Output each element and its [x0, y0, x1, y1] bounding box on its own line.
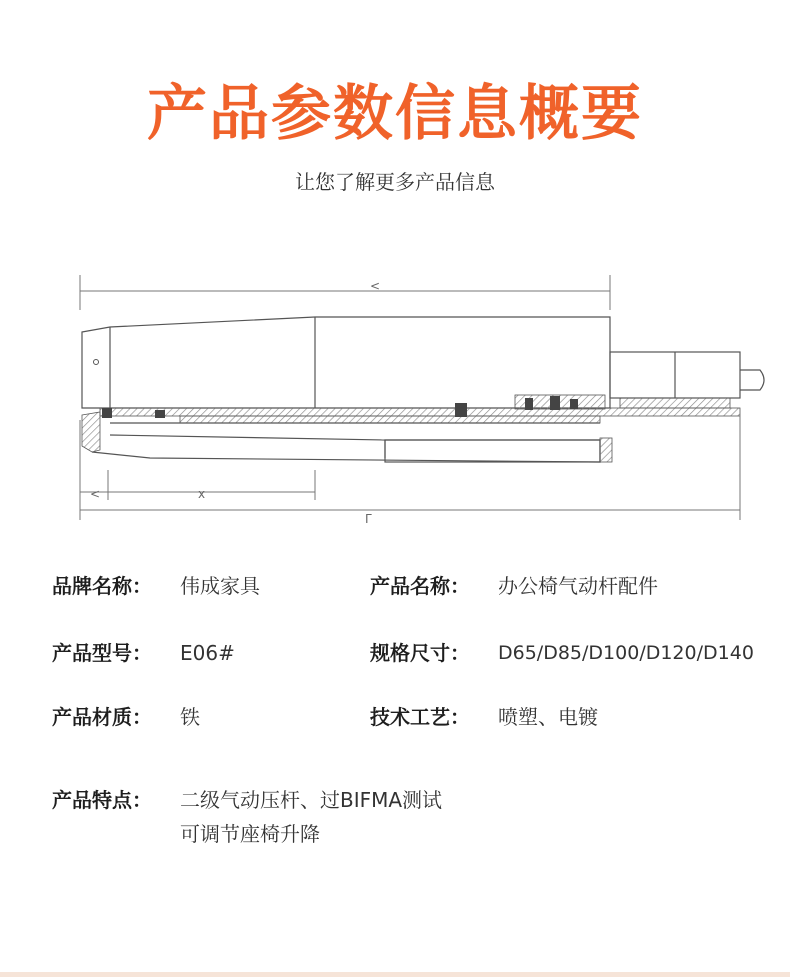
spec-features-label: 产品特点： [52, 788, 152, 812]
spec-brand-value: 伟成家具 [180, 574, 260, 598]
spec-process-value: 喷塑、电镀 [498, 705, 598, 729]
spec-process [370, 703, 598, 731]
left-cap-hatch [82, 412, 100, 452]
spec-model [52, 639, 235, 667]
inner-tube-hatch [180, 416, 600, 423]
spec-brand-label: 品牌名称： [52, 574, 152, 598]
tube-hole [94, 360, 99, 365]
piston-rod-top [610, 352, 764, 398]
spec-material-label: 产品材质： [52, 705, 152, 729]
spec-brand [52, 572, 260, 600]
spec-features-line-2: 可调节座椅升降 [180, 822, 320, 846]
top-dimension-line [80, 275, 610, 310]
spec-process-label: 技术工艺： [370, 705, 470, 729]
spec-product-name-label: 产品名称： [370, 574, 470, 598]
inner-cylinder [92, 423, 600, 462]
spec-model-label: 产品型号： [52, 641, 152, 665]
gas-lift-technical-drawing [70, 270, 780, 525]
rod-end-hatch [620, 398, 730, 408]
spec-size [370, 639, 754, 667]
upper-wall-hatch [100, 408, 740, 416]
bottom-cap-hatch [600, 438, 612, 462]
spec-features [52, 786, 152, 814]
page-title: 产品参数信息概要 [147, 79, 643, 149]
page-subtitle: 让您了解更多产品信息 [295, 170, 495, 194]
spec-model-value: E06# [180, 641, 235, 665]
bottom-mid-dimension-label: x [198, 487, 206, 501]
spec-material-value: 铁 [180, 705, 200, 729]
top-dimension-label: < [370, 279, 381, 293]
spec-features-line-1: 二级气动压杆、过BIFMA测试 [180, 788, 443, 812]
spec-product-name [370, 572, 658, 600]
spec-product-name-value: 办公椅气动杆配件 [498, 574, 658, 598]
bottom-divider [0, 972, 790, 977]
bottom-dimension-lines [80, 410, 740, 520]
bottom-left-dimension-label: < [90, 487, 101, 501]
spec-size-label: 规格尺寸： [370, 641, 470, 665]
bottom-dimension-label: Γ [365, 512, 372, 525]
outer-tube [82, 317, 610, 408]
spec-material [52, 703, 200, 731]
spec-size-value: D65/D85/D100/D120/D140 [498, 642, 754, 664]
